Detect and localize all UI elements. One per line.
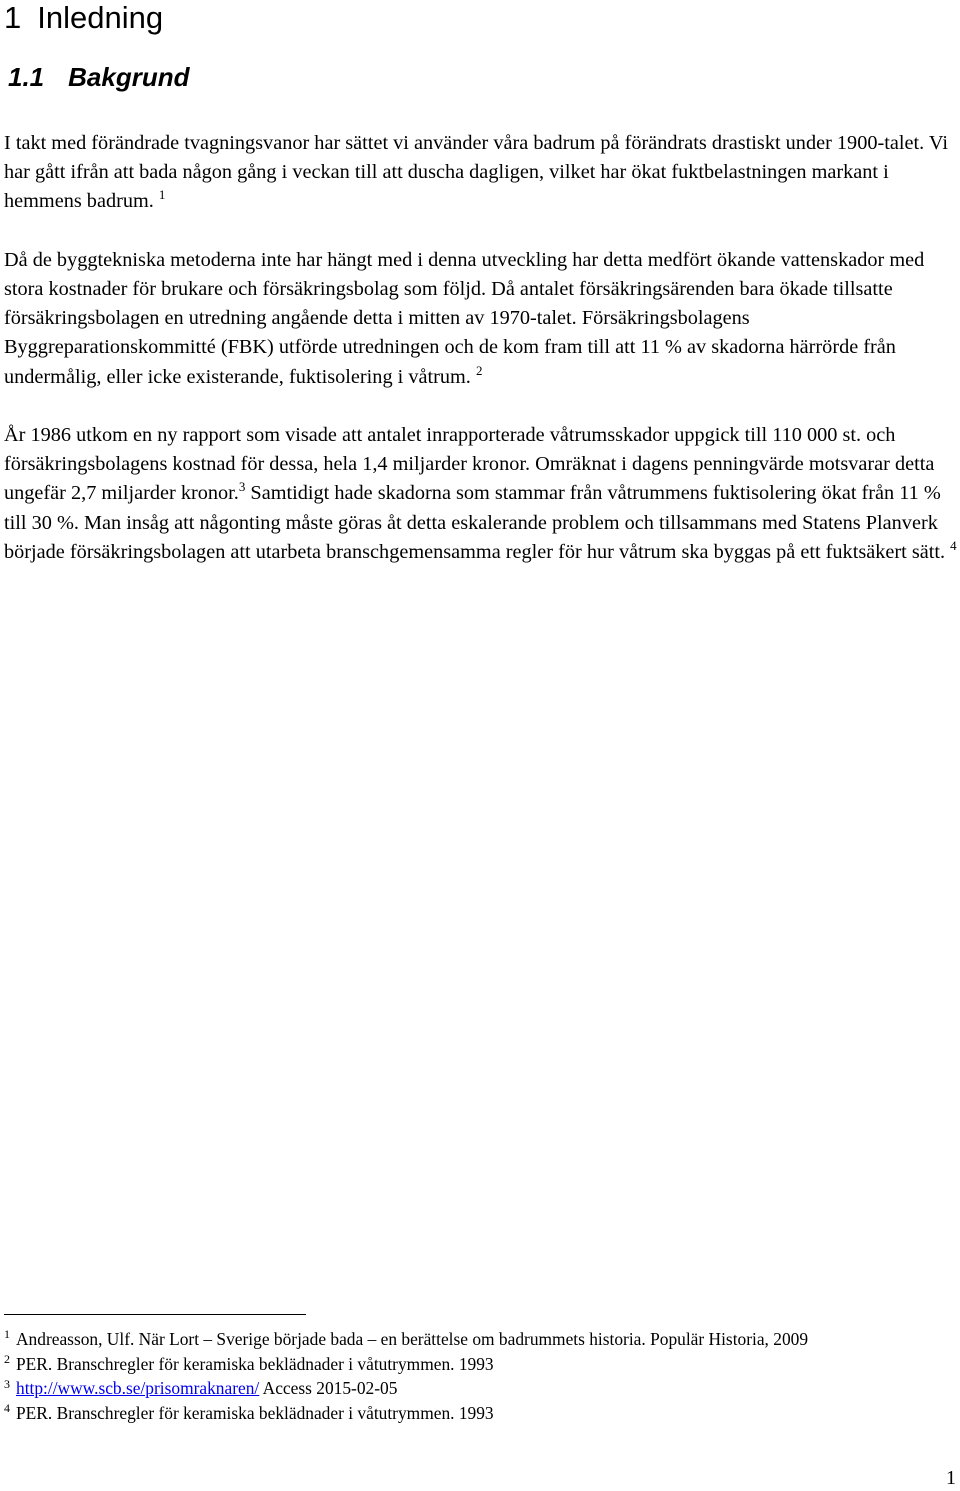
page-number: 1 bbox=[946, 1467, 956, 1489]
footnote-separator bbox=[4, 1314, 306, 1315]
paragraph bbox=[4, 421, 960, 567]
footnote-reference[interactable]: 3 bbox=[238, 479, 246, 495]
footnote-text: PER. Branschregler för keramiska beklädnader i våtutrymmen. 1993 bbox=[16, 1402, 494, 1423]
footnote bbox=[4, 1352, 960, 1377]
body-text bbox=[4, 129, 960, 596]
chapter-number: 1 bbox=[4, 0, 22, 35]
footnotes bbox=[4, 1327, 960, 1425]
footnote-number: 2 bbox=[4, 1352, 10, 1366]
paragraph-text: Samtidigt hade skadorna som stammar från våtrummens fuktisolering ökat från 11 % till 30 %. Man insåg att någonting måste göras åt detta eskalerande problem och tillsammans med Statens Planverk började försäkringsbolagen att utarbeta branschgemensamma regler för hur våtrum ska byggas på ett fuktsäkert sätt. bbox=[4, 482, 946, 563]
footnote-reference[interactable]: 1 bbox=[158, 187, 166, 203]
paragraph bbox=[4, 246, 960, 392]
footnote bbox=[4, 1376, 960, 1401]
section-title: Bakgrund bbox=[68, 62, 190, 92]
footnote bbox=[4, 1401, 960, 1426]
footnote-number: 1 bbox=[4, 1327, 10, 1342]
chapter-title: Inledning bbox=[37, 0, 164, 35]
paragraph bbox=[4, 129, 960, 217]
footnote-reference[interactable]: 2 bbox=[475, 362, 483, 378]
paragraph-text: Då de byggtekniska metoderna inte har hängt med i denna utveckling har detta medfört ökande vattenskador med stora kostnader för brukare och försäkringsbolag som följd. Då antalet försäkringsärenden bara ökade tillsatte försäkringsbolagen en utredning angående detta i mitten av 1970-talet. Försäkringsbolagens Byggreparationskommitté (FBK) utförde utredningen och de kom fram till att 11 % av skadorna härrörde från undermålig, eller icke existerande, fuktisolering i våtrum. bbox=[4, 248, 925, 388]
footnote-number: 3 bbox=[4, 1376, 10, 1391]
footnote-text: Andreasson, Ulf. När Lort – Sverige började bada – en berättelse om badrummets historia. Populär Historia, 2009 bbox=[16, 1329, 809, 1349]
chapter-heading bbox=[4, 0, 163, 36]
footnote bbox=[4, 1327, 960, 1352]
paragraph-text: År 1986 utkom en ny rapport som visade att antalet inrapporterade våtrumsskador uppgick till 110 000 st. och försäkringsbolagens kostnad för dessa, hela 1,4 miljarder kronor. Omräknat i dagens penningvärde motsvarar detta ungefär 2,7 miljarder kronor. bbox=[4, 424, 935, 505]
footnote-number: 4 bbox=[4, 1401, 10, 1416]
footnote-link[interactable]: http://www.scb.se/prisomraknaren/ bbox=[16, 1378, 260, 1399]
paragraph-text: I takt med förändrade tvagningsvanor har sättet vi använder våra badrum på förändrats drastiskt under 1900-talet. Vi har gått ifrån att bada någon gång i veckan till att duscha dagligen, vilket har ökat fuktbelastningen markant i hemmens badrum. bbox=[4, 132, 948, 213]
footnote-text: Access 2015-02-05 bbox=[259, 1378, 398, 1399]
section-number: 1.1 bbox=[8, 62, 45, 92]
section-heading bbox=[8, 60, 190, 94]
footnote-text: PER. Branschregler för keramiska beklädnader i våtutrymmen. 1993 bbox=[16, 1353, 494, 1374]
footnote-reference[interactable]: 4 bbox=[950, 538, 957, 554]
